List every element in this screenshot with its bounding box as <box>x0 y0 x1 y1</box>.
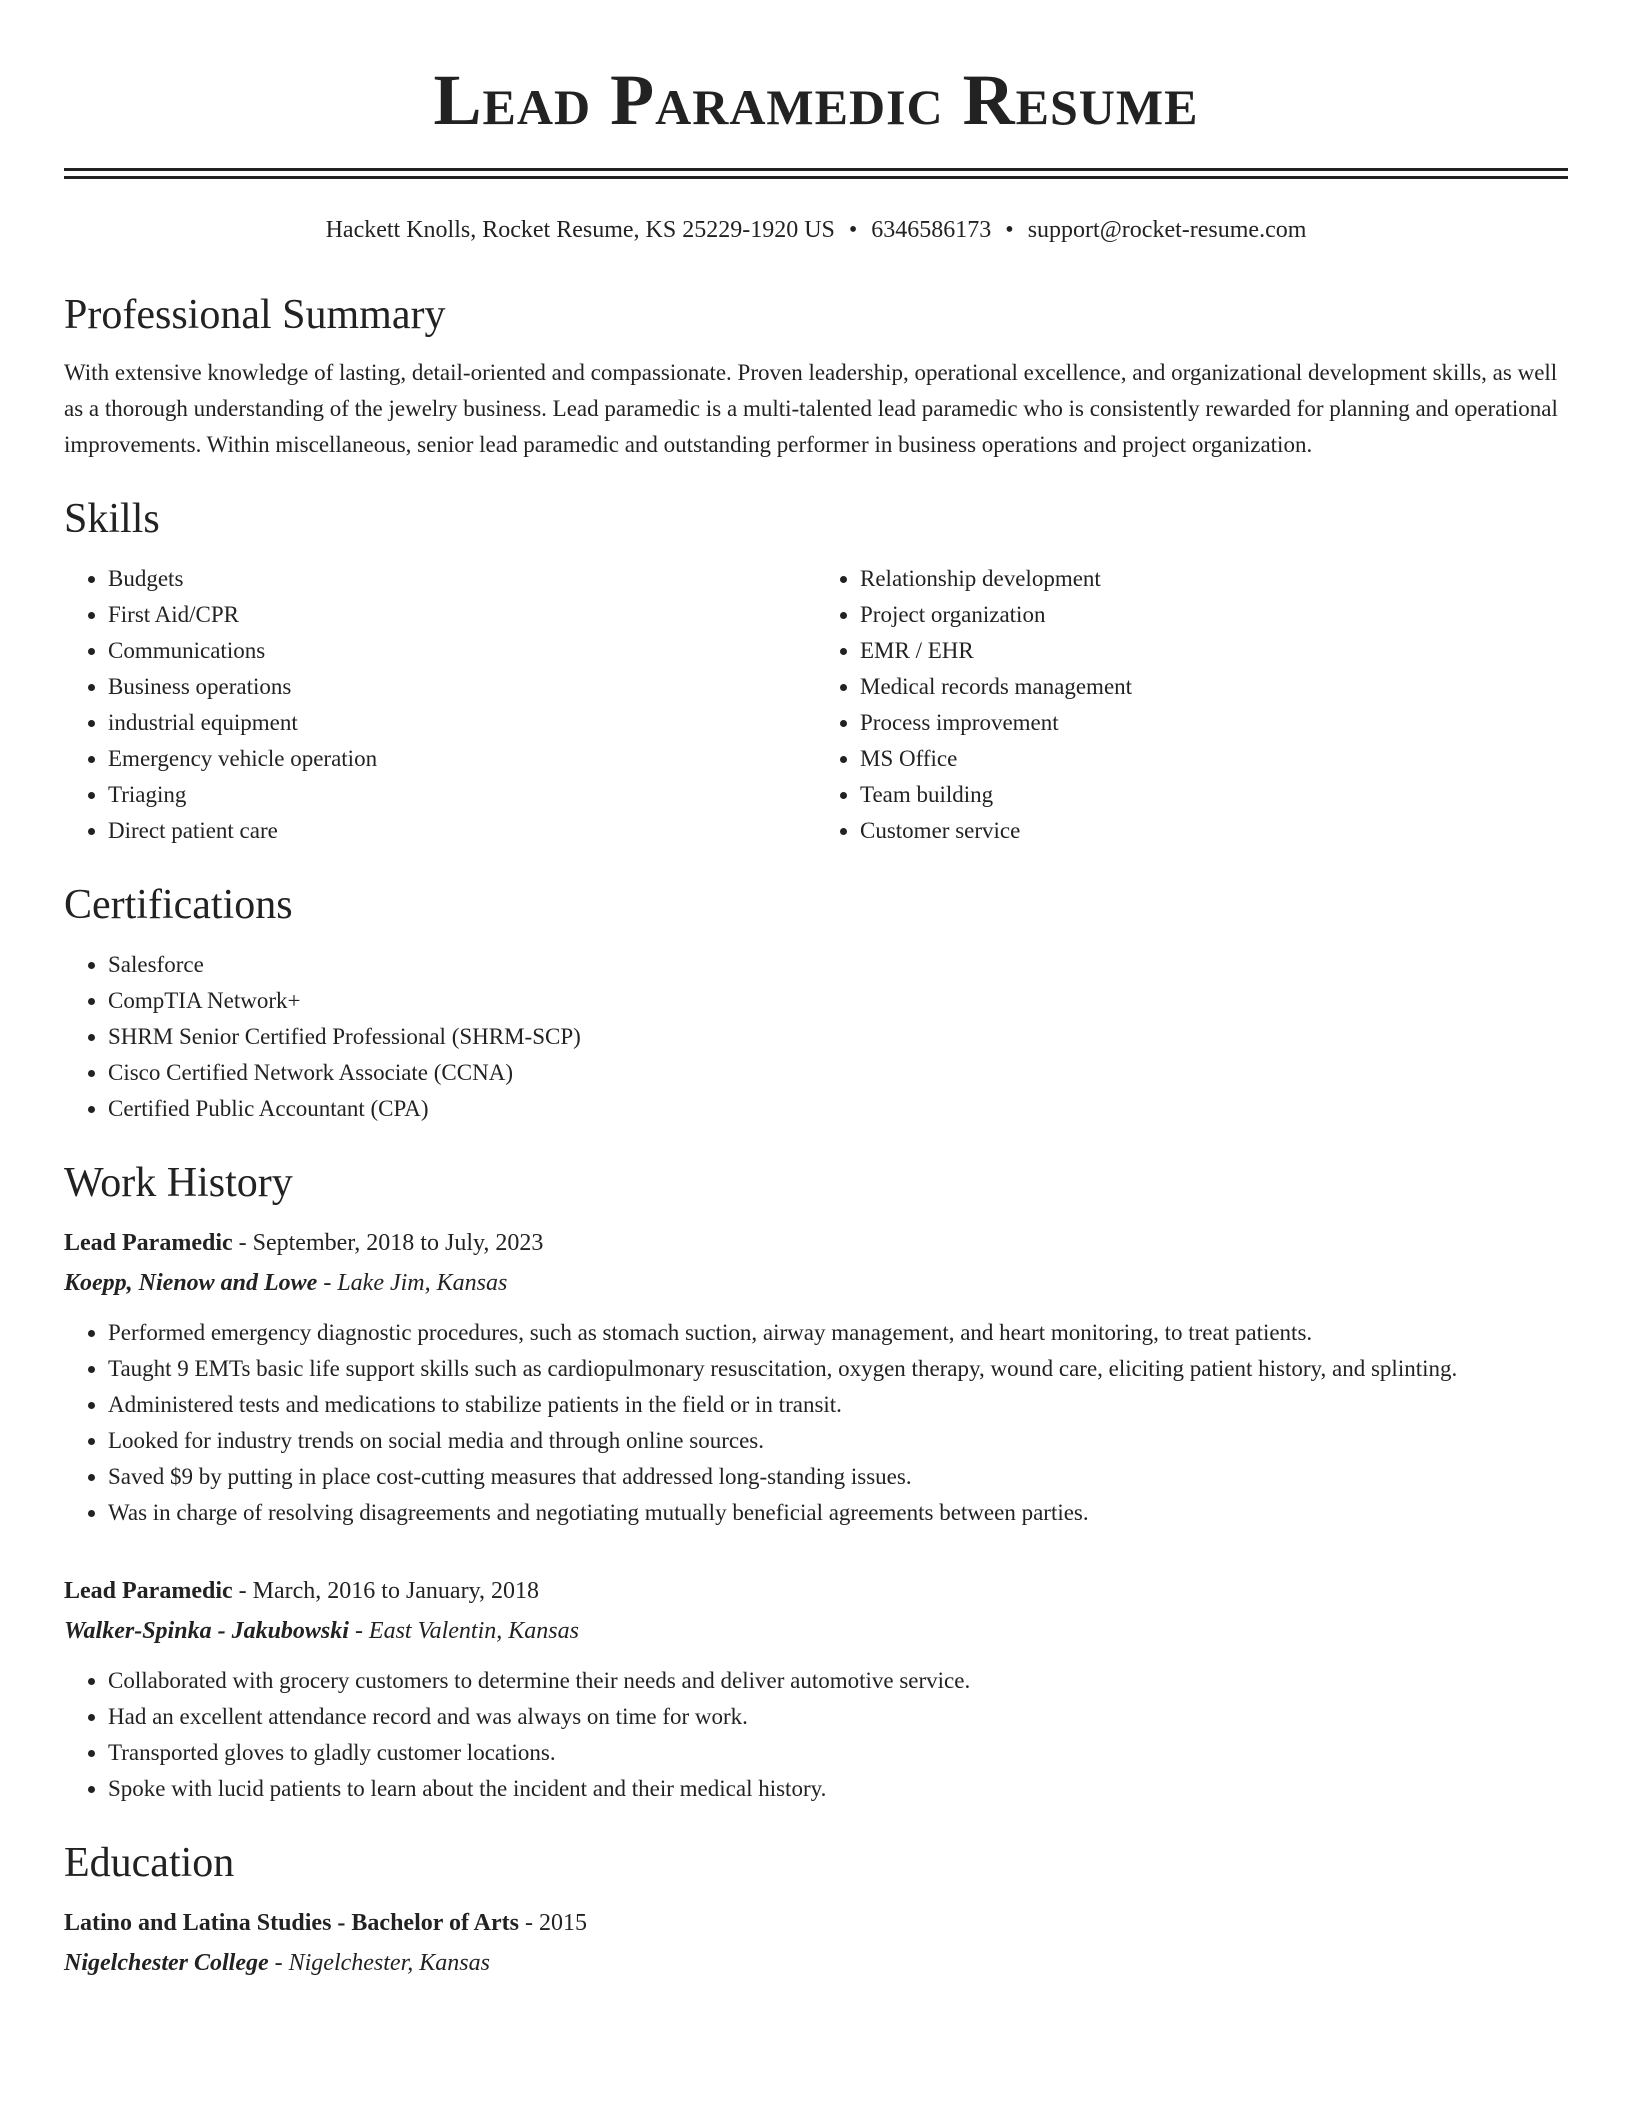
school-name: Nigelchester College <box>64 1950 269 1976</box>
job-bullet: • Spoke with lucid patients to learn about the incident and their medical history. <box>108 1771 1568 1807</box>
summary-text: With extensive knowledge of lasting, detail-oriented and compassionate. Proven leadership, operational excellence, and organizational development skills, as well as a thorough understanding of the jewelry business. Lead paramedic is a multi-talented lead paramedic who is consistently rewarded for planning and operational improvements. Within miscellaneous, senior lead paramedic and outstanding performer in business operations and project organization. <box>64 360 1558 457</box>
skill-item: • EMR / EHR <box>860 633 1568 669</box>
skills-list-right <box>816 561 1568 849</box>
job-location: - East Valentin, Kansas <box>348 1618 579 1644</box>
skill-item: • Business operations <box>108 669 816 705</box>
job-bullet: • Was in charge of resolving disagreements and negotiating mutually beneficial agreements between parties. <box>108 1495 1568 1531</box>
job-company: Walker-Spinka - Jakubowski <box>64 1618 349 1644</box>
certifications-heading: Certifications <box>64 882 293 928</box>
certification-item: • Certified Public Accountant (CPA) <box>108 1091 1568 1127</box>
contact-separator: • <box>848 217 858 243</box>
certification-item: • SHRM Senior Certified Professional (SHRM-SCP) <box>108 1019 1568 1055</box>
certification-item: • Cisco Certified Network Associate (CCNA) <box>108 1055 1568 1091</box>
contact-line <box>64 215 1568 245</box>
job-bullet: • Taught 9 EMTs basic life support skills such as cardiopulmonary resuscitation, oxygen therapy, wound care, eliciting patient history, and splinting. <box>108 1351 1568 1387</box>
contact-address: Hackett Knolls, Rocket Resume, KS 25229-1920 US <box>325 217 835 243</box>
skill-item: • Direct patient care <box>108 813 816 849</box>
certification-item: • CompTIA Network+ <box>108 983 1568 1019</box>
skill-item: • First Aid/CPR <box>108 597 816 633</box>
skill-item: • Team building <box>860 777 1568 813</box>
skill-item: • Emergency vehicle operation <box>108 741 816 777</box>
skill-item: • Project organization <box>860 597 1568 633</box>
job-title-line <box>64 1223 1568 1263</box>
job-bullets <box>64 1663 1568 1807</box>
contact-email: support@rocket-resume.com <box>1027 217 1307 243</box>
skill-item: • Medical records management <box>860 669 1568 705</box>
skill-item: • Relationship development <box>860 561 1568 597</box>
job-company-line <box>64 1263 1568 1303</box>
job-title: Lead Paramedic <box>64 1578 233 1604</box>
skill-item: • MS Office <box>860 741 1568 777</box>
skill-item: • Triaging <box>108 777 816 813</box>
work-history-heading: Work History <box>64 1160 293 1206</box>
job-company: Koepp, Nienow and Lowe <box>64 1270 318 1296</box>
job-entry <box>64 1223 1568 1531</box>
degree-name: Latino and Latina Studies - Bachelor of Arts <box>64 1910 519 1936</box>
contact-phone: 6346586173 <box>871 217 992 243</box>
title-rule-bottom <box>64 176 1568 179</box>
certifications-list <box>64 947 1568 1127</box>
skill-item: • Communications <box>108 633 816 669</box>
contact-separator: • <box>1005 217 1014 243</box>
job-bullet: • Collaborated with grocery customers to determine their needs and deliver automotive service. <box>108 1663 1568 1699</box>
degree-year: - 2015 <box>518 1910 587 1936</box>
education-heading: Education <box>64 1840 235 1886</box>
job-bullet: • Performed emergency diagnostic procedures, such as stomach suction, airway management, and heart monitoring, to treat patients. <box>108 1315 1568 1351</box>
certification-item: • Salesforce <box>108 947 1568 983</box>
job-title: Lead Paramedic <box>64 1230 233 1256</box>
summary-heading: Professional Summary <box>64 292 446 338</box>
education-entry <box>64 1903 1568 1983</box>
job-entry <box>64 1571 1568 1807</box>
skill-item: • Process improvement <box>860 705 1568 741</box>
skills-columns <box>64 561 1568 849</box>
job-bullets <box>64 1315 1568 1531</box>
degree-line <box>64 1903 1568 1943</box>
job-dates: - March, 2016 to January, 2018 <box>232 1578 540 1604</box>
job-location: - Lake Jim, Kansas <box>317 1270 508 1296</box>
job-bullet: • Had an excellent attendance record and was always on time for work. <box>108 1699 1568 1735</box>
skill-item: • industrial equipment <box>108 705 816 741</box>
skill-item: • Budgets <box>108 561 816 597</box>
resume-title: Lead Paramedic Resume <box>433 60 1199 140</box>
job-dates: - September, 2018 to July, 2023 <box>232 1230 544 1256</box>
job-bullet: • Administered tests and medications to stabilize patients in the field or in transit. <box>108 1387 1568 1423</box>
skill-item: • Customer service <box>860 813 1568 849</box>
school-line <box>64 1943 1568 1983</box>
skills-list-left <box>64 561 816 849</box>
job-bullet: • Transported gloves to gladly customer locations. <box>108 1735 1568 1771</box>
job-company-line <box>64 1611 1568 1651</box>
title-rule-top <box>64 168 1568 171</box>
school-location: - Nigelchester, Kansas <box>268 1950 490 1976</box>
job-title-line <box>64 1571 1568 1611</box>
job-bullet: • Saved $9 by putting in place cost-cutting measures that addressed long-standing issues. <box>108 1459 1568 1495</box>
job-bullet: • Looked for industry trends on social media and through online sources. <box>108 1423 1568 1459</box>
skills-heading: Skills <box>64 496 160 542</box>
